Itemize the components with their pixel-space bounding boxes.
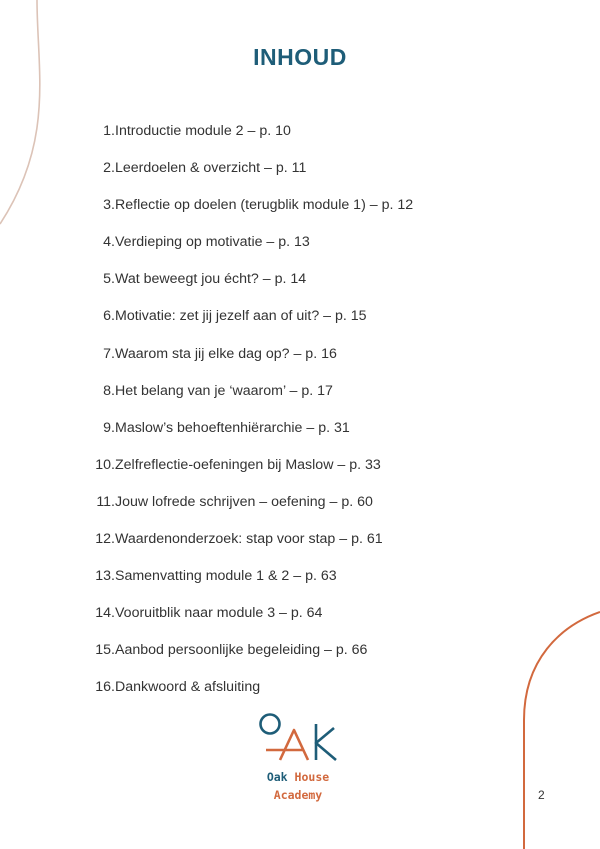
toc-entry: Motivatie: zet jij jezelf aan of uit? – p. 15 [115,308,367,325]
toc-item [0,194,520,231]
toc-number: 13. [95,568,115,585]
oak-house-academy-logo [248,712,348,812]
toc-number: 14. [95,605,115,622]
toc-number: 5. [103,271,115,288]
logo-word-oak: Oak [266,770,288,784]
toc-item [0,528,520,565]
toc-number: 3. [103,197,115,214]
oak-logo-mark-icon [254,712,342,768]
toc-number: 4. [103,234,115,251]
toc-entry: Zelfreflectie-oefeningen bij Maslow – p. 33 [115,456,381,473]
toc-entry: Samenvatting module 1 & 2 – p. 63 [115,568,337,585]
toc-entry: Reflectie op doelen (terugblik module 1) – p. 12 [115,197,414,214]
toc-entry: Wat beweegt jou écht? – p. 14 [115,271,307,288]
page-title: INHOUD [253,44,347,70]
toc-number: 7. [103,345,115,362]
toc-entry: Leerdoelen & overzicht – p. 11 [115,160,307,177]
toc-number: 1. [103,123,115,139]
toc-number: 10. [95,456,115,473]
toc-item [0,380,520,417]
toc-entry: Vooruitblik naar module 3 – p. 64 [115,605,323,622]
toc-entry: Aanbod persoonlijke begeleiding – p. 66 [115,642,368,659]
toc-number: 11. [96,493,115,510]
toc-item [0,305,520,342]
logo-word-house: House [294,770,330,784]
toc-number: 2. [103,160,115,177]
toc-item [0,157,520,194]
toc-item [0,491,520,528]
toc-item [0,639,520,676]
toc-item [0,417,520,454]
toc-entry: Waarom sta jij elke dag op? – p. 16 [115,345,337,362]
toc-number: 12. [95,531,115,548]
toc-item [0,120,520,157]
toc-item [0,676,520,713]
logo-text-line-1 [248,770,348,784]
toc-number: 9. [103,419,115,436]
toc-entry: Introductie module 2 – p. 10 [115,123,291,139]
page-number: 2 [538,788,545,802]
toc-item [0,565,520,602]
toc-item [0,268,520,305]
table-of-contents [0,120,520,714]
toc-number: 8. [103,382,115,399]
toc-number: 16. [95,679,115,696]
toc-item [0,231,520,268]
toc-number: 6. [103,308,115,325]
toc-item [0,602,520,639]
toc-item [0,343,520,380]
toc-entry: Waardenonderzoek: stap voor stap – p. 61 [115,531,383,548]
toc-entry: Jouw lofrede schrijven – oefening – p. 60 [115,493,373,510]
toc-entry: Het belang van je ‘waarom’ – p. 17 [115,382,333,399]
toc-entry: Dankwoord & afsluiting [115,679,261,696]
toc-entry: Verdieping op motivatie – p. 13 [115,234,310,251]
logo-text-line-2: Academy [273,788,323,802]
toc-item [0,454,520,491]
toc-entry: Maslow’s behoeftenhiërarchie – p. 31 [115,419,350,436]
toc-number: 15. [95,642,115,659]
